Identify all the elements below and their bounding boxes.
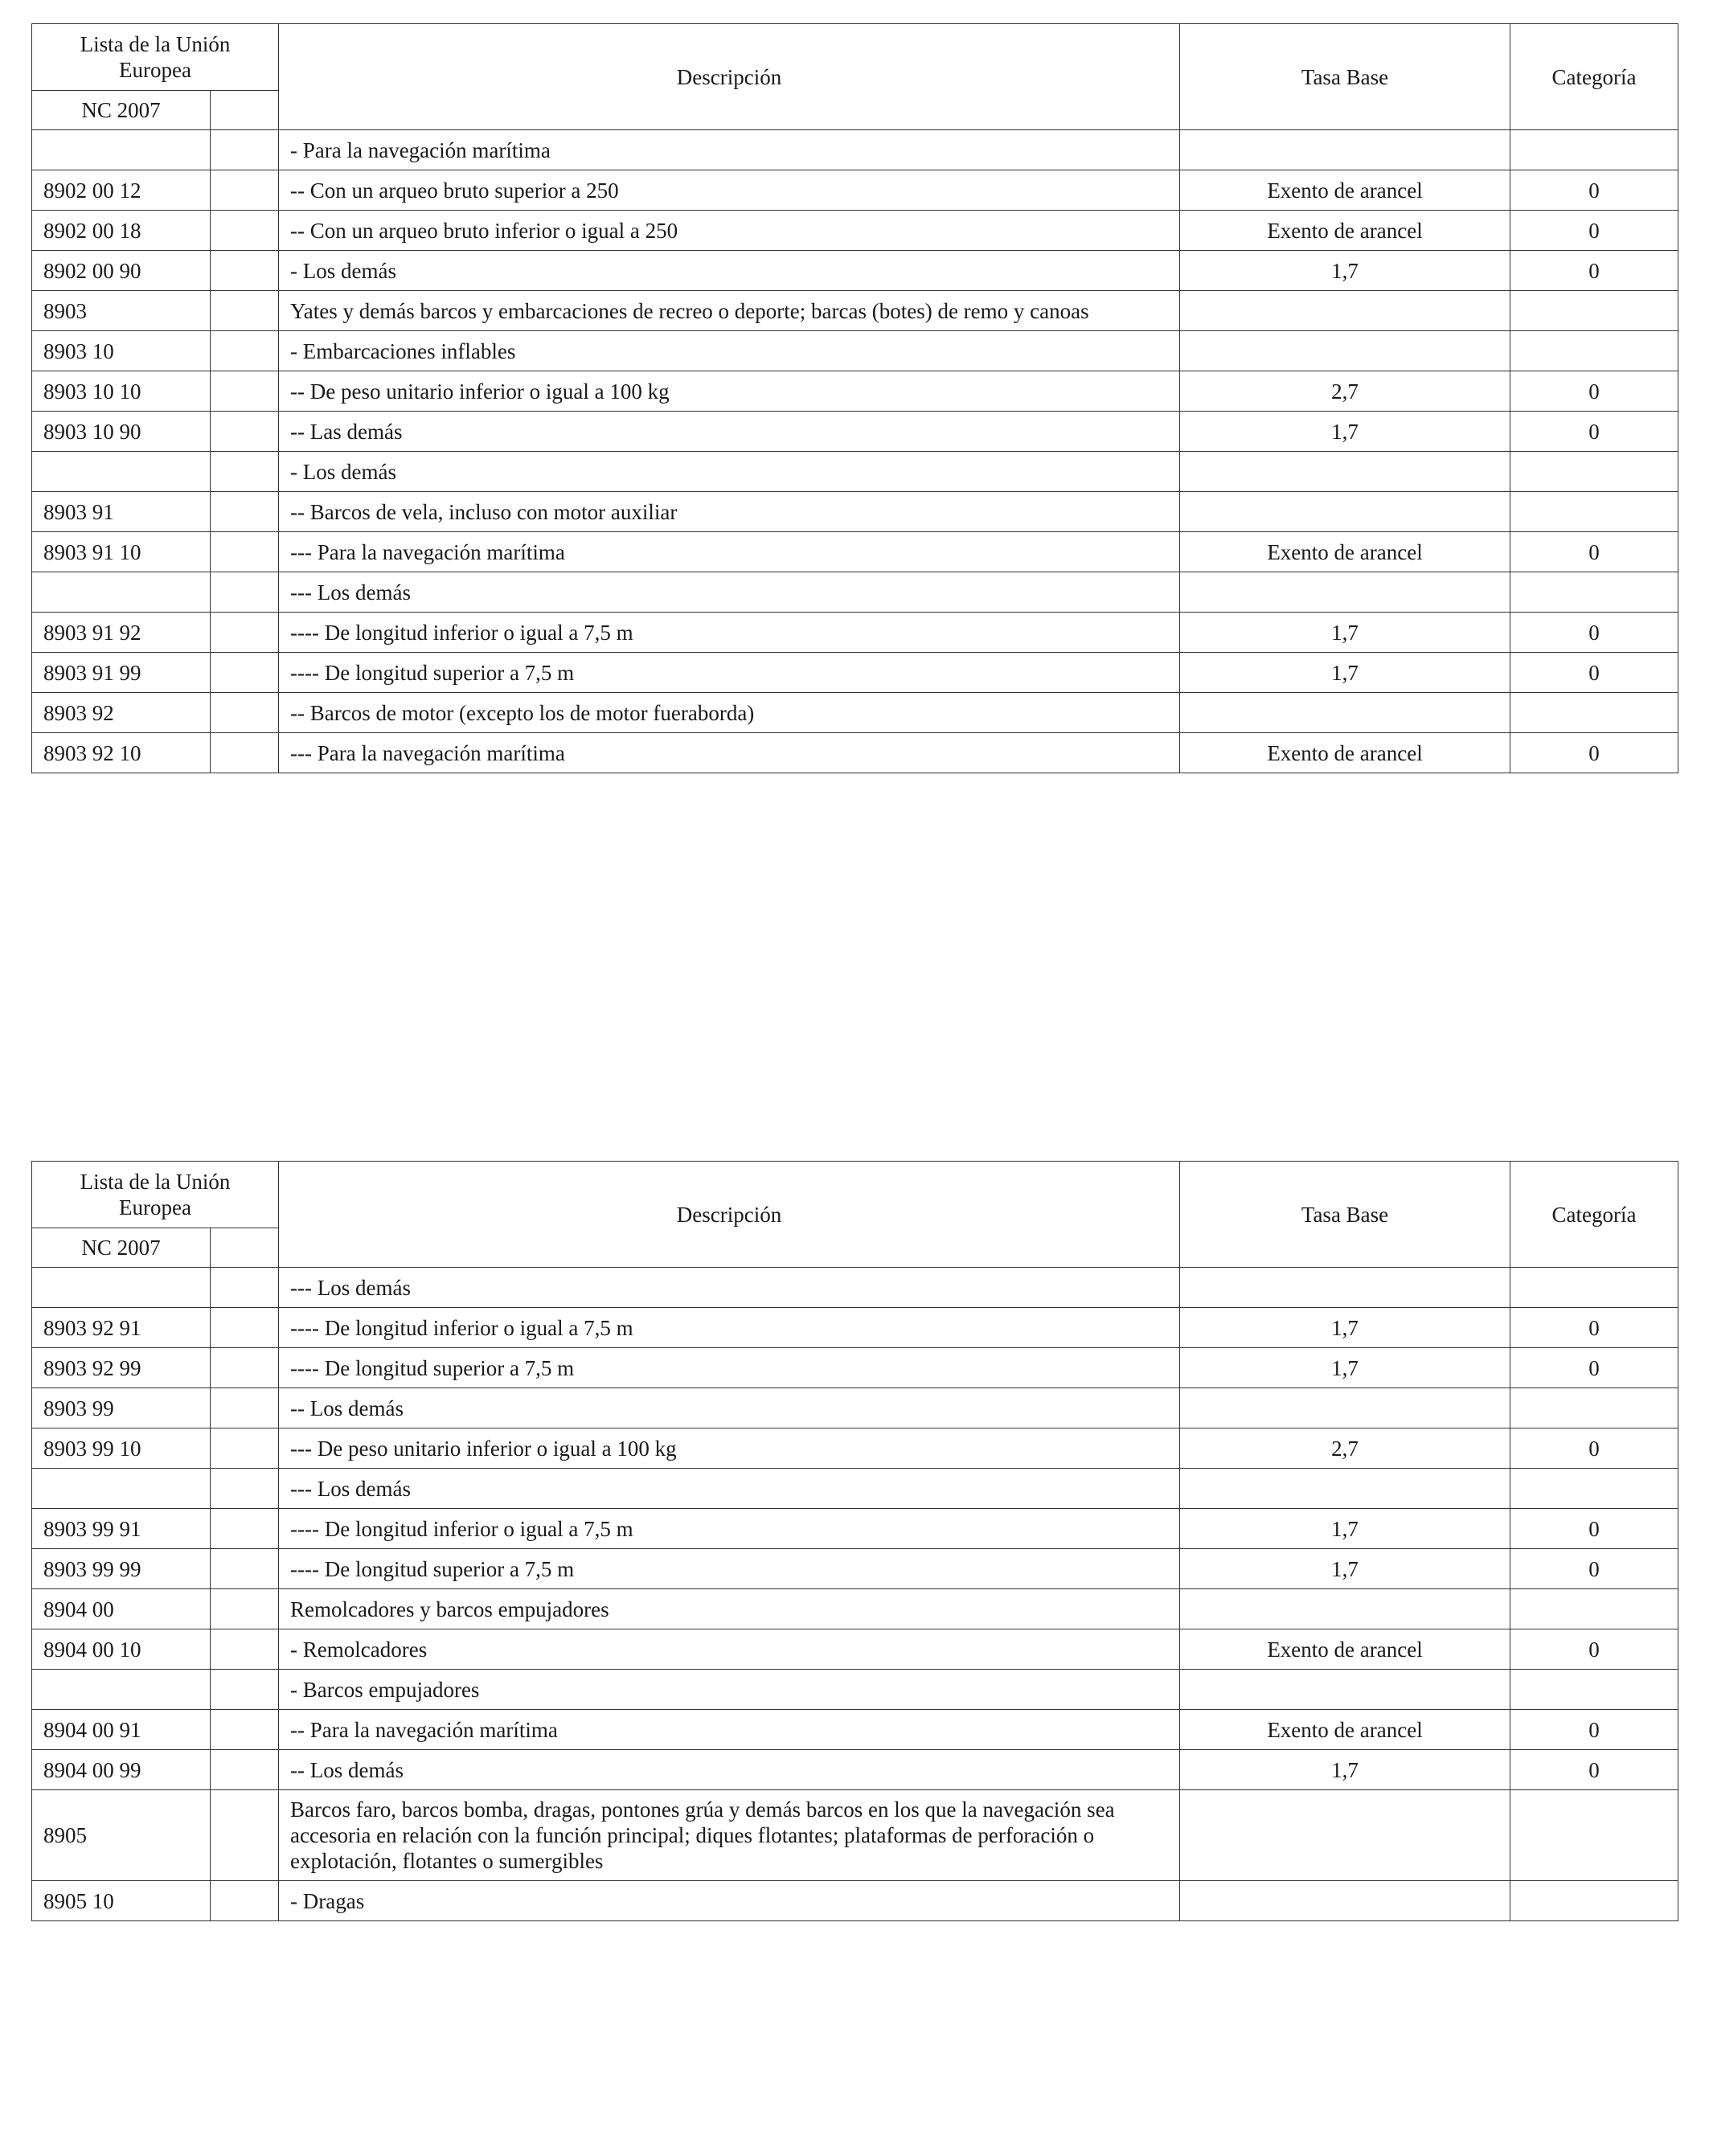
cell-description: --- Para la navegación marítima	[279, 733, 1180, 773]
cell-description: - Embarcaciones inflables	[279, 331, 1180, 371]
cell-description: --- Los demás	[279, 572, 1180, 613]
cell-code: 8903 10 90	[32, 412, 211, 452]
table-row	[32, 1348, 1678, 1388]
table-row	[32, 1469, 1678, 1509]
cell-description: - Los demás	[279, 251, 1180, 291]
cell-base-rate: 1,7	[1180, 1348, 1510, 1388]
cell-base-rate	[1180, 1790, 1510, 1881]
cell-base-rate: 1,7	[1180, 251, 1510, 291]
table-row	[32, 492, 1678, 532]
cell-base-rate: Exento de arancel	[1180, 1629, 1510, 1670]
cell-description: - Remolcadores	[279, 1629, 1180, 1670]
table-row	[32, 693, 1678, 733]
cell-base-rate: 1,7	[1180, 412, 1510, 452]
cell-code: 8903 92	[32, 693, 211, 733]
cell-description: --- De peso unitario inferior o igual a 100 kg	[279, 1428, 1180, 1469]
cell-category: 0	[1510, 532, 1678, 572]
cell-base-rate	[1180, 572, 1510, 613]
cell-base-rate	[1180, 130, 1510, 170]
table-row	[32, 1790, 1678, 1881]
cell-description: -- Con un arqueo bruto inferior o igual a 250	[279, 211, 1180, 251]
cell-base-rate: Exento de arancel	[1180, 211, 1510, 251]
header-blank	[211, 91, 279, 130]
cell-empty	[211, 291, 279, 331]
tariff-table-1	[31, 23, 1678, 773]
cell-category: 0	[1510, 1710, 1678, 1750]
cell-empty	[211, 1388, 279, 1428]
cell-description: --- Los demás	[279, 1469, 1180, 1509]
cell-code	[32, 1670, 211, 1710]
cell-code	[32, 130, 211, 170]
cell-empty	[211, 1881, 279, 1921]
cell-description: -- Con un arqueo bruto superior a 250	[279, 170, 1180, 211]
cell-description: ---- De longitud inferior o igual a 7,5 m	[279, 1509, 1180, 1549]
cell-code: 8903 99 91	[32, 1509, 211, 1549]
cell-empty	[211, 532, 279, 572]
cell-base-rate: 1,7	[1180, 1308, 1510, 1348]
cell-code: 8904 00 99	[32, 1750, 211, 1790]
cell-category	[1510, 452, 1678, 492]
cell-code: 8903	[32, 291, 211, 331]
header-base-rate: Tasa Base	[1180, 1162, 1510, 1268]
cell-category	[1510, 331, 1678, 371]
cell-description: ---- De longitud superior a 7,5 m	[279, 653, 1180, 693]
table-row	[32, 331, 1678, 371]
cell-empty	[211, 1428, 279, 1469]
table-row	[32, 371, 1678, 412]
cell-category: 0	[1510, 1308, 1678, 1348]
cell-code	[32, 1469, 211, 1509]
cell-empty	[211, 1549, 279, 1589]
table-row	[32, 452, 1678, 492]
cell-empty	[211, 613, 279, 653]
cell-category: 0	[1510, 1348, 1678, 1388]
cell-base-rate: 2,7	[1180, 371, 1510, 412]
cell-description: - Los demás	[279, 452, 1180, 492]
cell-base-rate: Exento de arancel	[1180, 532, 1510, 572]
cell-category	[1510, 1268, 1678, 1308]
cell-category: 0	[1510, 412, 1678, 452]
cell-category	[1510, 1469, 1678, 1509]
cell-code: 8904 00 10	[32, 1629, 211, 1670]
cell-empty	[211, 693, 279, 733]
cell-description: - Dragas	[279, 1881, 1180, 1921]
cell-base-rate	[1180, 1589, 1510, 1629]
cell-code: 8903 99	[32, 1388, 211, 1428]
cell-empty	[211, 572, 279, 613]
cell-base-rate: 2,7	[1180, 1428, 1510, 1469]
cell-category	[1510, 492, 1678, 532]
cell-code: 8905	[32, 1790, 211, 1881]
table-row	[32, 1589, 1678, 1629]
table-row	[32, 1629, 1678, 1670]
table-row	[32, 733, 1678, 773]
cell-empty	[211, 492, 279, 532]
cell-code: 8903 10 10	[32, 371, 211, 412]
cell-empty	[211, 653, 279, 693]
cell-code: 8903 91 92	[32, 613, 211, 653]
cell-code: 8904 00	[32, 1589, 211, 1629]
cell-base-rate	[1180, 1469, 1510, 1509]
cell-base-rate	[1180, 291, 1510, 331]
cell-description: --- Los demás	[279, 1268, 1180, 1308]
cell-code: 8903 99 99	[32, 1549, 211, 1589]
cell-base-rate	[1180, 492, 1510, 532]
header-category: Categoría	[1510, 1162, 1678, 1268]
cell-description: -- Barcos de motor (excepto los de motor fueraborda)	[279, 693, 1180, 733]
table-row	[32, 170, 1678, 211]
cell-code	[32, 572, 211, 613]
cell-base-rate: Exento de arancel	[1180, 733, 1510, 773]
cell-code: 8903 91 10	[32, 532, 211, 572]
table-row	[32, 613, 1678, 653]
cell-category: 0	[1510, 251, 1678, 291]
cell-code: 8903 92 91	[32, 1308, 211, 1348]
table-row	[32, 1710, 1678, 1750]
cell-base-rate: Exento de arancel	[1180, 1710, 1510, 1750]
cell-category	[1510, 572, 1678, 613]
cell-empty	[211, 1589, 279, 1629]
cell-category	[1510, 291, 1678, 331]
cell-description: Barcos faro, barcos bomba, dragas, pontones grúa y demás barcos en los que la navegación sea accesoria en relación con la función principal; diques flotantes; plataformas de perforación o explotación, flotantes o sumergibles	[279, 1790, 1180, 1881]
cell-base-rate: Exento de arancel	[1180, 170, 1510, 211]
table-row	[32, 291, 1678, 331]
table-row	[32, 211, 1678, 251]
header-list-title: Lista de la Unión Europea	[32, 1162, 279, 1228]
cell-description: ---- De longitud inferior o igual a 7,5 m	[279, 613, 1180, 653]
table-row	[32, 572, 1678, 613]
header-nc: NC 2007	[32, 91, 211, 130]
cell-category	[1510, 693, 1678, 733]
table-row	[32, 1509, 1678, 1549]
cell-empty	[211, 1710, 279, 1750]
cell-empty	[211, 1348, 279, 1388]
table-row	[32, 1428, 1678, 1469]
header-row	[32, 24, 1678, 91]
cell-code: 8905 10	[32, 1881, 211, 1921]
header-list-title: Lista de la Unión Europea	[32, 24, 279, 91]
cell-category	[1510, 1388, 1678, 1428]
cell-code: 8903 92 99	[32, 1348, 211, 1388]
cell-category: 0	[1510, 1428, 1678, 1469]
cell-empty	[211, 1750, 279, 1790]
header-description: Descripción	[279, 24, 1180, 130]
cell-base-rate	[1180, 331, 1510, 371]
cell-code: 8904 00 91	[32, 1710, 211, 1750]
cell-base-rate	[1180, 1388, 1510, 1428]
cell-code	[32, 452, 211, 492]
cell-empty	[211, 1790, 279, 1881]
table-row	[32, 1670, 1678, 1710]
cell-description: --- Para la navegación marítima	[279, 532, 1180, 572]
table-row	[32, 653, 1678, 693]
cell-empty	[211, 412, 279, 452]
cell-empty	[211, 733, 279, 773]
table-row	[32, 251, 1678, 291]
cell-category: 0	[1510, 653, 1678, 693]
cell-category: 0	[1510, 1509, 1678, 1549]
cell-empty	[211, 1308, 279, 1348]
cell-description: -- Barcos de vela, incluso con motor auxiliar	[279, 492, 1180, 532]
cell-base-rate: 1,7	[1180, 613, 1510, 653]
cell-code: 8903 99 10	[32, 1428, 211, 1469]
cell-empty	[211, 1670, 279, 1710]
cell-description: ---- De longitud inferior o igual a 7,5 m	[279, 1308, 1180, 1348]
cell-empty	[211, 1469, 279, 1509]
header-row	[32, 1162, 1678, 1228]
cell-description: - Barcos empujadores	[279, 1670, 1180, 1710]
table-row	[32, 1549, 1678, 1589]
tariff-table-body	[32, 1162, 1678, 1921]
cell-base-rate	[1180, 1268, 1510, 1308]
cell-empty	[211, 251, 279, 291]
cell-category: 0	[1510, 733, 1678, 773]
table-row	[32, 1750, 1678, 1790]
cell-category: 0	[1510, 1750, 1678, 1790]
cell-base-rate	[1180, 452, 1510, 492]
cell-empty	[211, 452, 279, 492]
cell-category: 0	[1510, 170, 1678, 211]
cell-description: Remolcadores y barcos empujadores	[279, 1589, 1180, 1629]
cell-base-rate: 1,7	[1180, 1750, 1510, 1790]
header-category: Categoría	[1510, 24, 1678, 130]
cell-category: 0	[1510, 1629, 1678, 1670]
cell-empty	[211, 170, 279, 211]
cell-code: 8902 00 18	[32, 211, 211, 251]
cell-description: -- Los demás	[279, 1388, 1180, 1428]
header-blank	[211, 1228, 279, 1268]
cell-category	[1510, 1790, 1678, 1881]
cell-category: 0	[1510, 371, 1678, 412]
cell-description: ---- De longitud superior a 7,5 m	[279, 1549, 1180, 1589]
cell-empty	[211, 1268, 279, 1308]
header-nc: NC 2007	[32, 1228, 211, 1268]
cell-description: Yates y demás barcos y embarcaciones de recreo o deporte; barcas (botes) de remo y canoas	[279, 291, 1180, 331]
table-row	[32, 1881, 1678, 1921]
cell-base-rate: 1,7	[1180, 1549, 1510, 1589]
cell-empty	[211, 1629, 279, 1670]
cell-code: 8902 00 12	[32, 170, 211, 211]
cell-category	[1510, 1589, 1678, 1629]
cell-base-rate: 1,7	[1180, 653, 1510, 693]
cell-category	[1510, 1670, 1678, 1710]
cell-category	[1510, 130, 1678, 170]
cell-code: 8903 10	[32, 331, 211, 371]
cell-description: ---- De longitud superior a 7,5 m	[279, 1348, 1180, 1388]
cell-description: -- Las demás	[279, 412, 1180, 452]
cell-code: 8903 91 99	[32, 653, 211, 693]
cell-code: 8903 91	[32, 492, 211, 532]
header-description: Descripción	[279, 1162, 1180, 1268]
cell-description: - Para la navegación marítima	[279, 130, 1180, 170]
cell-code: 8903 92 10	[32, 733, 211, 773]
cell-category	[1510, 1881, 1678, 1921]
cell-description: -- Los demás	[279, 1750, 1180, 1790]
table-row	[32, 1268, 1678, 1308]
cell-empty	[211, 211, 279, 251]
table-row	[32, 1388, 1678, 1428]
cell-description: -- De peso unitario inferior o igual a 100 kg	[279, 371, 1180, 412]
table-row	[32, 412, 1678, 452]
cell-base-rate	[1180, 1670, 1510, 1710]
cell-description: -- Para la navegación marítima	[279, 1710, 1180, 1750]
cell-code	[32, 1268, 211, 1308]
cell-base-rate: 1,7	[1180, 1509, 1510, 1549]
header-base-rate: Tasa Base	[1180, 24, 1510, 130]
cell-empty	[211, 371, 279, 412]
tariff-table-2	[31, 1161, 1678, 1921]
cell-category: 0	[1510, 1549, 1678, 1589]
cell-category: 0	[1510, 211, 1678, 251]
cell-base-rate	[1180, 1881, 1510, 1921]
cell-code: 8902 00 90	[32, 251, 211, 291]
cell-empty	[211, 1509, 279, 1549]
table-row	[32, 1308, 1678, 1348]
table-row	[32, 130, 1678, 170]
cell-empty	[211, 331, 279, 371]
cell-category: 0	[1510, 613, 1678, 653]
cell-empty	[211, 130, 279, 170]
cell-base-rate	[1180, 693, 1510, 733]
table-row	[32, 532, 1678, 572]
tariff-table-body	[32, 24, 1678, 773]
